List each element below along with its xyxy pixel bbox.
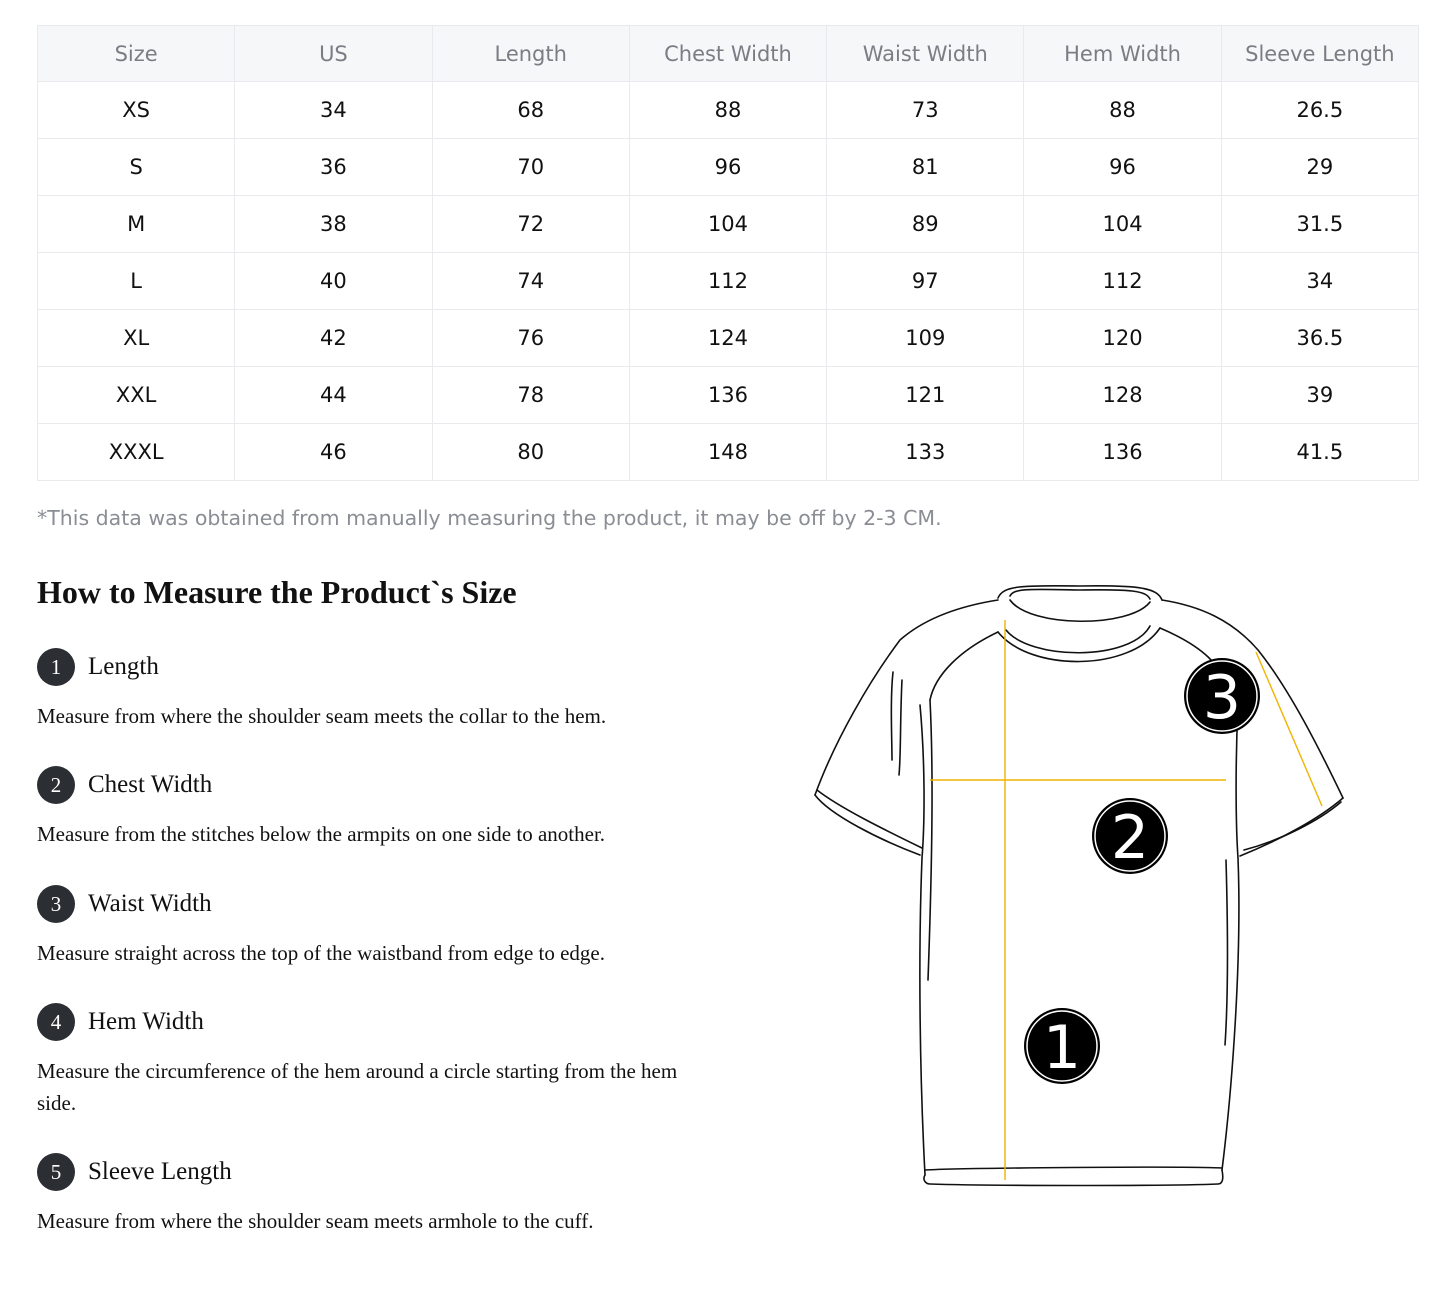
cell-length: 80	[432, 424, 629, 481]
table-row	[38, 82, 1419, 139]
table-row	[38, 253, 1419, 310]
header-chest-width: Chest Width	[629, 26, 826, 82]
cell-chest-width: 112	[629, 253, 826, 310]
step-label: Hem Width	[88, 1008, 204, 1035]
cell-waist-width: 81	[827, 139, 1024, 196]
svg-text:3: 3	[1202, 663, 1242, 733]
step-number-badge: 5	[37, 1153, 75, 1191]
cell-sleeve-length: 31.5	[1221, 196, 1418, 253]
cell-sleeve-length: 26.5	[1221, 82, 1418, 139]
cell-length: 72	[432, 196, 629, 253]
measurement-guides	[930, 620, 1322, 1180]
cell-length: 74	[432, 253, 629, 310]
cell-us: 44	[235, 367, 432, 424]
cell-hem-width: 88	[1024, 82, 1221, 139]
guide-title: How to Measure the Product`s Size	[37, 574, 517, 610]
step-description: Measure the circumference of the hem around a circle starting from the hem side.	[37, 1059, 678, 1115]
header-us: US	[235, 26, 432, 82]
header-length: Length	[432, 26, 629, 82]
cell-size: M	[38, 196, 235, 253]
cell-length: 78	[432, 367, 629, 424]
cell-us: 38	[235, 196, 432, 253]
svg-text:1: 1	[1042, 1013, 1082, 1083]
cell-chest-width: 96	[629, 139, 826, 196]
cell-chest-width: 88	[629, 82, 826, 139]
header-sleeve-length: Sleeve Length	[1221, 26, 1418, 82]
cell-size: S	[38, 139, 235, 196]
cell-waist-width: 109	[827, 310, 1024, 367]
step-label: Length	[88, 653, 159, 680]
step-label: Sleeve Length	[88, 1158, 232, 1185]
cell-size: XXXL	[38, 424, 235, 481]
table-row	[38, 367, 1419, 424]
step-description: Measure from where the shoulder seam meets the collar to the hem.	[37, 704, 607, 728]
step-label: Waist Width	[88, 890, 212, 917]
sleeve-guide-line	[1256, 652, 1322, 806]
cell-us: 40	[235, 253, 432, 310]
cell-length: 68	[432, 82, 629, 139]
cell-hem-width: 112	[1024, 253, 1221, 310]
marker-3	[1184, 658, 1260, 734]
marker-1	[1024, 1008, 1100, 1084]
cell-size: XL	[38, 310, 235, 367]
cell-hem-width: 136	[1024, 424, 1221, 481]
cell-sleeve-length: 39	[1221, 367, 1418, 424]
step-description: Measure from where the shoulder seam meets armhole to the cuff.	[37, 1209, 594, 1233]
cell-us: 42	[235, 310, 432, 367]
header-hem-width: Hem Width	[1024, 26, 1221, 82]
cell-waist-width: 121	[827, 367, 1024, 424]
step-number-badge: 1	[37, 648, 75, 686]
step-number-badge: 3	[37, 885, 75, 923]
cell-chest-width: 136	[629, 367, 826, 424]
table-row	[38, 139, 1419, 196]
step-length	[37, 648, 697, 732]
table-row	[38, 196, 1419, 253]
cell-sleeve-length: 36.5	[1221, 310, 1418, 367]
table-row	[38, 424, 1419, 481]
cell-chest-width: 104	[629, 196, 826, 253]
marker-2	[1092, 798, 1168, 874]
cell-hem-width: 104	[1024, 196, 1221, 253]
cell-waist-width: 97	[827, 253, 1024, 310]
step-number-badge: 4	[37, 1003, 75, 1041]
cell-hem-width: 96	[1024, 139, 1221, 196]
cell-chest-width: 148	[629, 424, 826, 481]
step-chest-width	[37, 766, 697, 850]
cell-size: XS	[38, 82, 235, 139]
cell-us: 46	[235, 424, 432, 481]
cell-chest-width: 124	[629, 310, 826, 367]
cell-us: 36	[235, 139, 432, 196]
cell-hem-width: 120	[1024, 310, 1221, 367]
cell-sleeve-length: 41.5	[1221, 424, 1418, 481]
cell-hem-width: 128	[1024, 367, 1221, 424]
step-hem-width	[37, 1003, 697, 1119]
step-label: Chest Width	[88, 771, 213, 798]
cell-sleeve-length: 29	[1221, 139, 1418, 196]
cell-size: XXL	[38, 367, 235, 424]
cell-length: 70	[432, 139, 629, 196]
step-description: Measure from the stitches below the armpits on one side to another.	[37, 822, 606, 846]
cell-waist-width: 133	[827, 424, 1024, 481]
cell-length: 76	[432, 310, 629, 367]
header-waist-width: Waist Width	[827, 26, 1024, 82]
table-row	[38, 310, 1419, 367]
step-description: Measure straight across the top of the waistband from edge to edge.	[37, 941, 605, 965]
cell-waist-width: 73	[827, 82, 1024, 139]
cell-sleeve-length: 34	[1221, 253, 1418, 310]
measurement-note: *This data was obtained from manually measuring the product, it may be off by 2-3 CM.	[37, 506, 942, 530]
size-table	[37, 25, 1419, 481]
tshirt-diagram	[805, 580, 1355, 1195]
cell-waist-width: 89	[827, 196, 1024, 253]
svg-text:2: 2	[1110, 803, 1150, 873]
header-size: Size	[38, 26, 235, 82]
step-waist-width	[37, 885, 697, 969]
step-sleeve-length	[37, 1153, 697, 1237]
size-table-header-row	[38, 26, 1419, 82]
cell-us: 34	[235, 82, 432, 139]
step-number-badge: 2	[37, 766, 75, 804]
cell-size: L	[38, 253, 235, 310]
tshirt-outline	[815, 586, 1343, 1186]
